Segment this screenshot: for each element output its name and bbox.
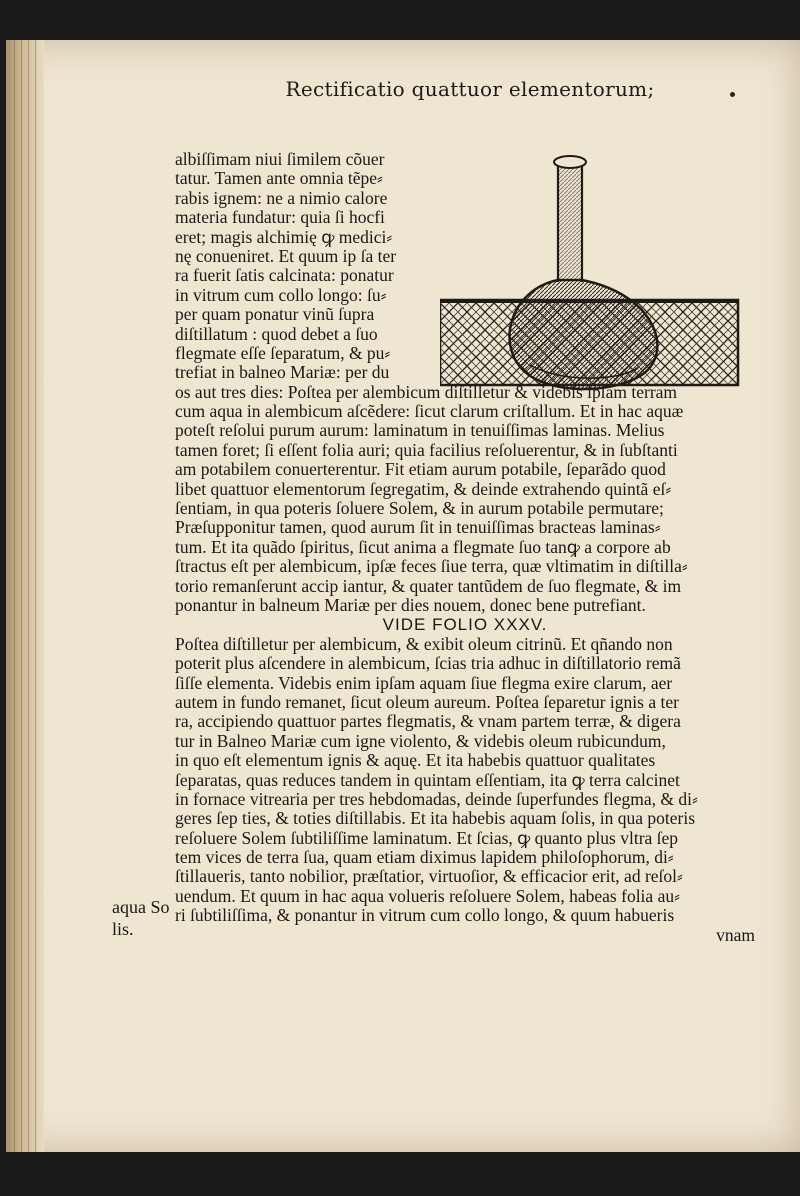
folio-reference: VIDE FOLIO XXXV. <box>382 615 548 635</box>
text-line: ſentiam, in qua poteris ſoluere Solem, & in aurum potabile permutare; <box>175 499 664 519</box>
text-line: tem vices de terra ſua, quam etiam diximus lapidem philoſophorum, di⸗ <box>175 848 674 868</box>
text-line: uendum. Et quum in hac aqua volueris reſoluere Solem, habeas folia au⸗ <box>175 886 680 906</box>
text-line: reſoluere Solem ſubtiliſſime laminatum. Et ſcias, ꝙ quanto plus vltra ſep <box>175 828 679 848</box>
text-line: libet quattuor elementorum ſegregatim, & deinde extrahendo quintã eſ⸗ <box>175 479 672 499</box>
running-head <box>0 77 800 101</box>
text-line: tum. Et ita quãdo ſpiritus, ſicut anima a flegmate ſuo tanꝙ a corpore ab <box>175 537 671 557</box>
text-line: tur in Balneo Mariæ cum igne violento, & videbis oleum rubicundum, <box>175 731 666 751</box>
text-line: cum aqua in alembicum aſcẽdere: ſicut clarum criſtallum. Et in hac aquæ <box>175 402 684 422</box>
main-text <box>175 150 755 945</box>
text-line: nę conueniret. Et quum ip ſa ter <box>175 246 397 266</box>
text-line: trefiat in balneo Mariæ: per du <box>175 363 390 383</box>
page-gutter <box>6 40 44 1152</box>
marginal-note-line: aqua So <box>112 897 170 917</box>
text-line: am potabilem conuerterentur. Fit etiam aurum potabile, ſeparãdo quod <box>175 460 666 480</box>
text-line: poteſt reſolui purum aurum: laminatum in tenuiſſimas laminas. Melius <box>175 421 665 441</box>
text-line: eret; magis alchimię ꝙ medici⸗ <box>175 227 393 247</box>
text-line: ſiſſe elementa. Videbis enim ipſam aquam ſiue flegma exire clarum, aer <box>175 673 673 693</box>
text-line: ſeparatas, quas reduces tandem in quintam eſſentiam, ita ꝙ terra calcinet <box>175 770 680 790</box>
text-line: flegmate eſſe ſeparatum, & pu⸗ <box>175 343 391 363</box>
text-line: poterit plus aſcendere in alembicum, ſcias tria adhuc in diſtillatorio remã <box>175 654 681 674</box>
text-line: materia fundatur: quia ſi hocfi <box>175 208 385 228</box>
running-head-text: Rectificatio quattuor elementorum; <box>285 77 655 101</box>
text-line: in fornace vitrearia per tres hebdomadas, deinde ſuperfundes flegma, & di⸗ <box>175 789 698 809</box>
catchword: vnam <box>716 925 755 945</box>
text-line: per quam ponatur vinũ ſupra <box>175 305 375 325</box>
text-line: ponantur in balneum Mariæ per dies nouem, donec bene putrefiant. <box>175 595 646 615</box>
text-line: geres ſep ties, & toties diſtillabis. Et ita habebis aquam ſolis, in qua poteris <box>175 809 696 829</box>
marginal-note <box>112 896 202 940</box>
text-line: tamen foret; ſi eſſent folia auri; quia facilius reſoluerentur, & in ſubſtanti <box>175 440 678 460</box>
text-line: ra fuerit ſatis calcinata: ponatur <box>175 266 394 286</box>
marginal-note-line: lis. <box>112 919 134 939</box>
text-line: autem in fundo remanet, ſicut oleum aureum. Poſtea ſeparetur ignis a ter <box>175 692 679 712</box>
text-line: Poſtea diſtilletur per alembicum, & exibit oleum citrinũ. Et qñando non <box>175 634 673 654</box>
text-line: ri ſubtiliſſima, & ponantur in vitrum cum collo longo, & quum habueris <box>175 906 675 926</box>
text-line: tatur. Tamen ante omnia tẽpe⸗ <box>175 169 383 189</box>
text-line: in vitrum cum collo longo: ſu⸗ <box>175 285 387 305</box>
text-line: ſtractus eſt per alembicum, ipſæ feces ſiue terra, quæ vltimatim in diſtilla⸗ <box>175 557 688 577</box>
text-line: ra, accipiendo quattuor partes flegmatis, & vnam partem terræ, & digera <box>175 712 681 732</box>
text-line: torio remanſerunt accip iantur, & quater tantũdem de ſuo flegmate, & im <box>175 576 682 596</box>
text-line: albiſſimam niui ſimilem cõuer <box>175 150 385 169</box>
text-line: in quo eſt elementum ignis & aquę. Et ita habebis quattuor qualitates <box>175 751 656 771</box>
text-line: ſtillaueris, tanto nobilior, præſtatior, virtuoſior, & efficacior erit, ad reſol⸗ <box>175 867 683 887</box>
text-line: Præſupponitur tamen, quod aurum ſit in tenuiſſimas bracteas laminas⸗ <box>175 518 661 538</box>
text-line: os aut tres dies: Poſtea per alembicum diſtilletur & videbis ipſam terram <box>175 382 678 402</box>
text-line: rabis ignem: ne a nimio calore <box>175 188 388 208</box>
text-line: diſtillatum : quod debet a ſuo <box>175 324 378 344</box>
